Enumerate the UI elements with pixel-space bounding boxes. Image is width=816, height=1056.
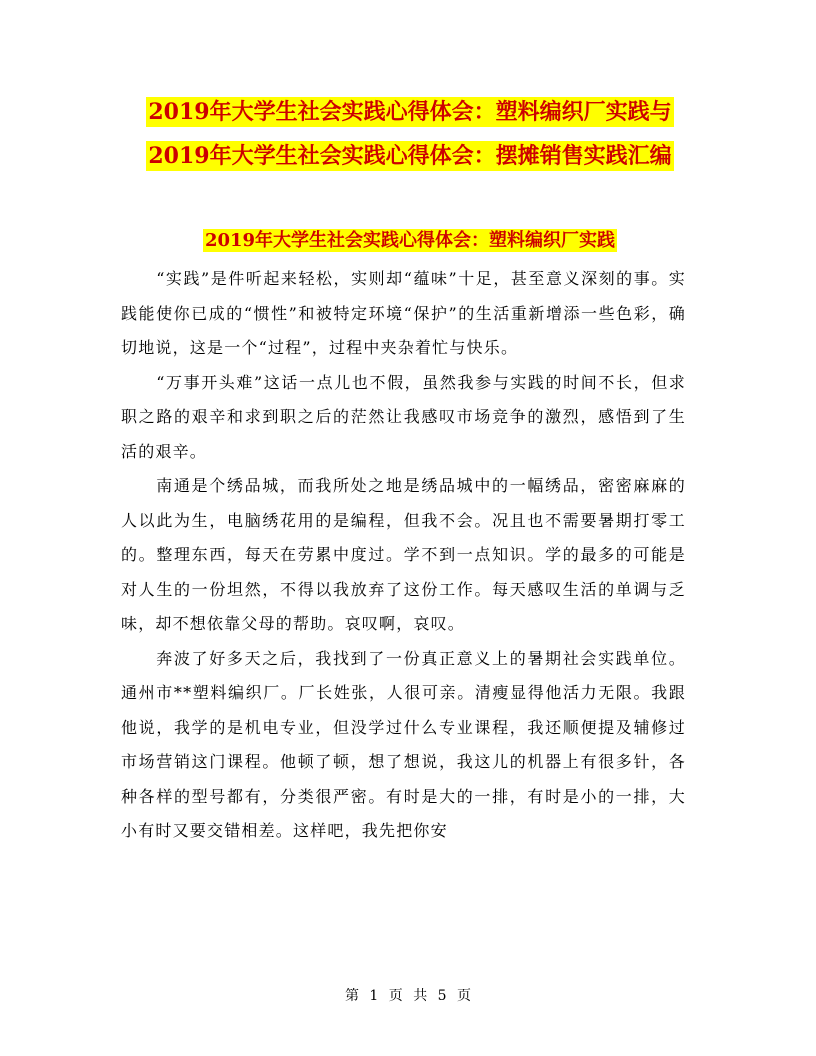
document-title: [120, 90, 700, 178]
document-title-line-2: 2019年大学生社会实践心得体会：摆摊销售实践汇编: [148, 143, 672, 169]
paragraph-3: 南通是个绣品城，而我所处之地是绣品城中的一幅绣品，密密麻麻的人以此为生，电脑绣花用的是编程，但我不会。况且也不需要暑期打零工的。整理东西，每天在劳累中度过。学不到一点知识。学的最多的可能是对人生的一份坦然，不得以我放弃了这份工作。每天感叹生活的单调与乏味，却不想依靠父母的帮助。哀叹啊，哀叹。: [121, 476, 686, 633]
section-title-text: 2019年大学生社会实践心得体会：塑料编织厂实践: [204, 230, 616, 251]
paragraph-2: “万事开头难”这话一点儿也不假，虽然我参与实践的时间不长，但求职之路的艰辛和求到职之后的茫然让我感叹市场竞争的激烈，感悟到了生活的艰辛。: [121, 372, 686, 461]
page-footer: 第 1 页 共 5 页: [344, 988, 472, 1004]
paragraph-1: “实践”是件听起来轻松，实则却“蕴味”十足，甚至意义深刻的事。实践能使你已成的“惯性”和被特定环境“保护”的生活重新增添一些色彩，确切地说，这是一个“过程”，过程中夹杂着忙与快乐。: [121, 269, 686, 357]
body-text: [121, 262, 686, 849]
section-title: [120, 224, 700, 258]
paragraph-4: 奔波了好多天之后，我找到了一份真正意义上的暑期社会实践单位。通州市**塑料编织厂。厂长姓张，人很可亲。清瘦显得他活力无限。我跟他说，我学的是机电专业，但没学过什么专业课程，我还顺便提及辅修过市场营销这门课程。他顿了顿，想了想说，我这儿的机器上有很多针，各种各样的型号都有，分类很严密。有时是大的一排，有时是小的一排，大小有时又要交错相差。这样吧，我先把你安: [121, 648, 686, 840]
document-title-line-1: 2019年大学生社会实践心得体会：塑料编织厂实践与: [148, 99, 672, 125]
